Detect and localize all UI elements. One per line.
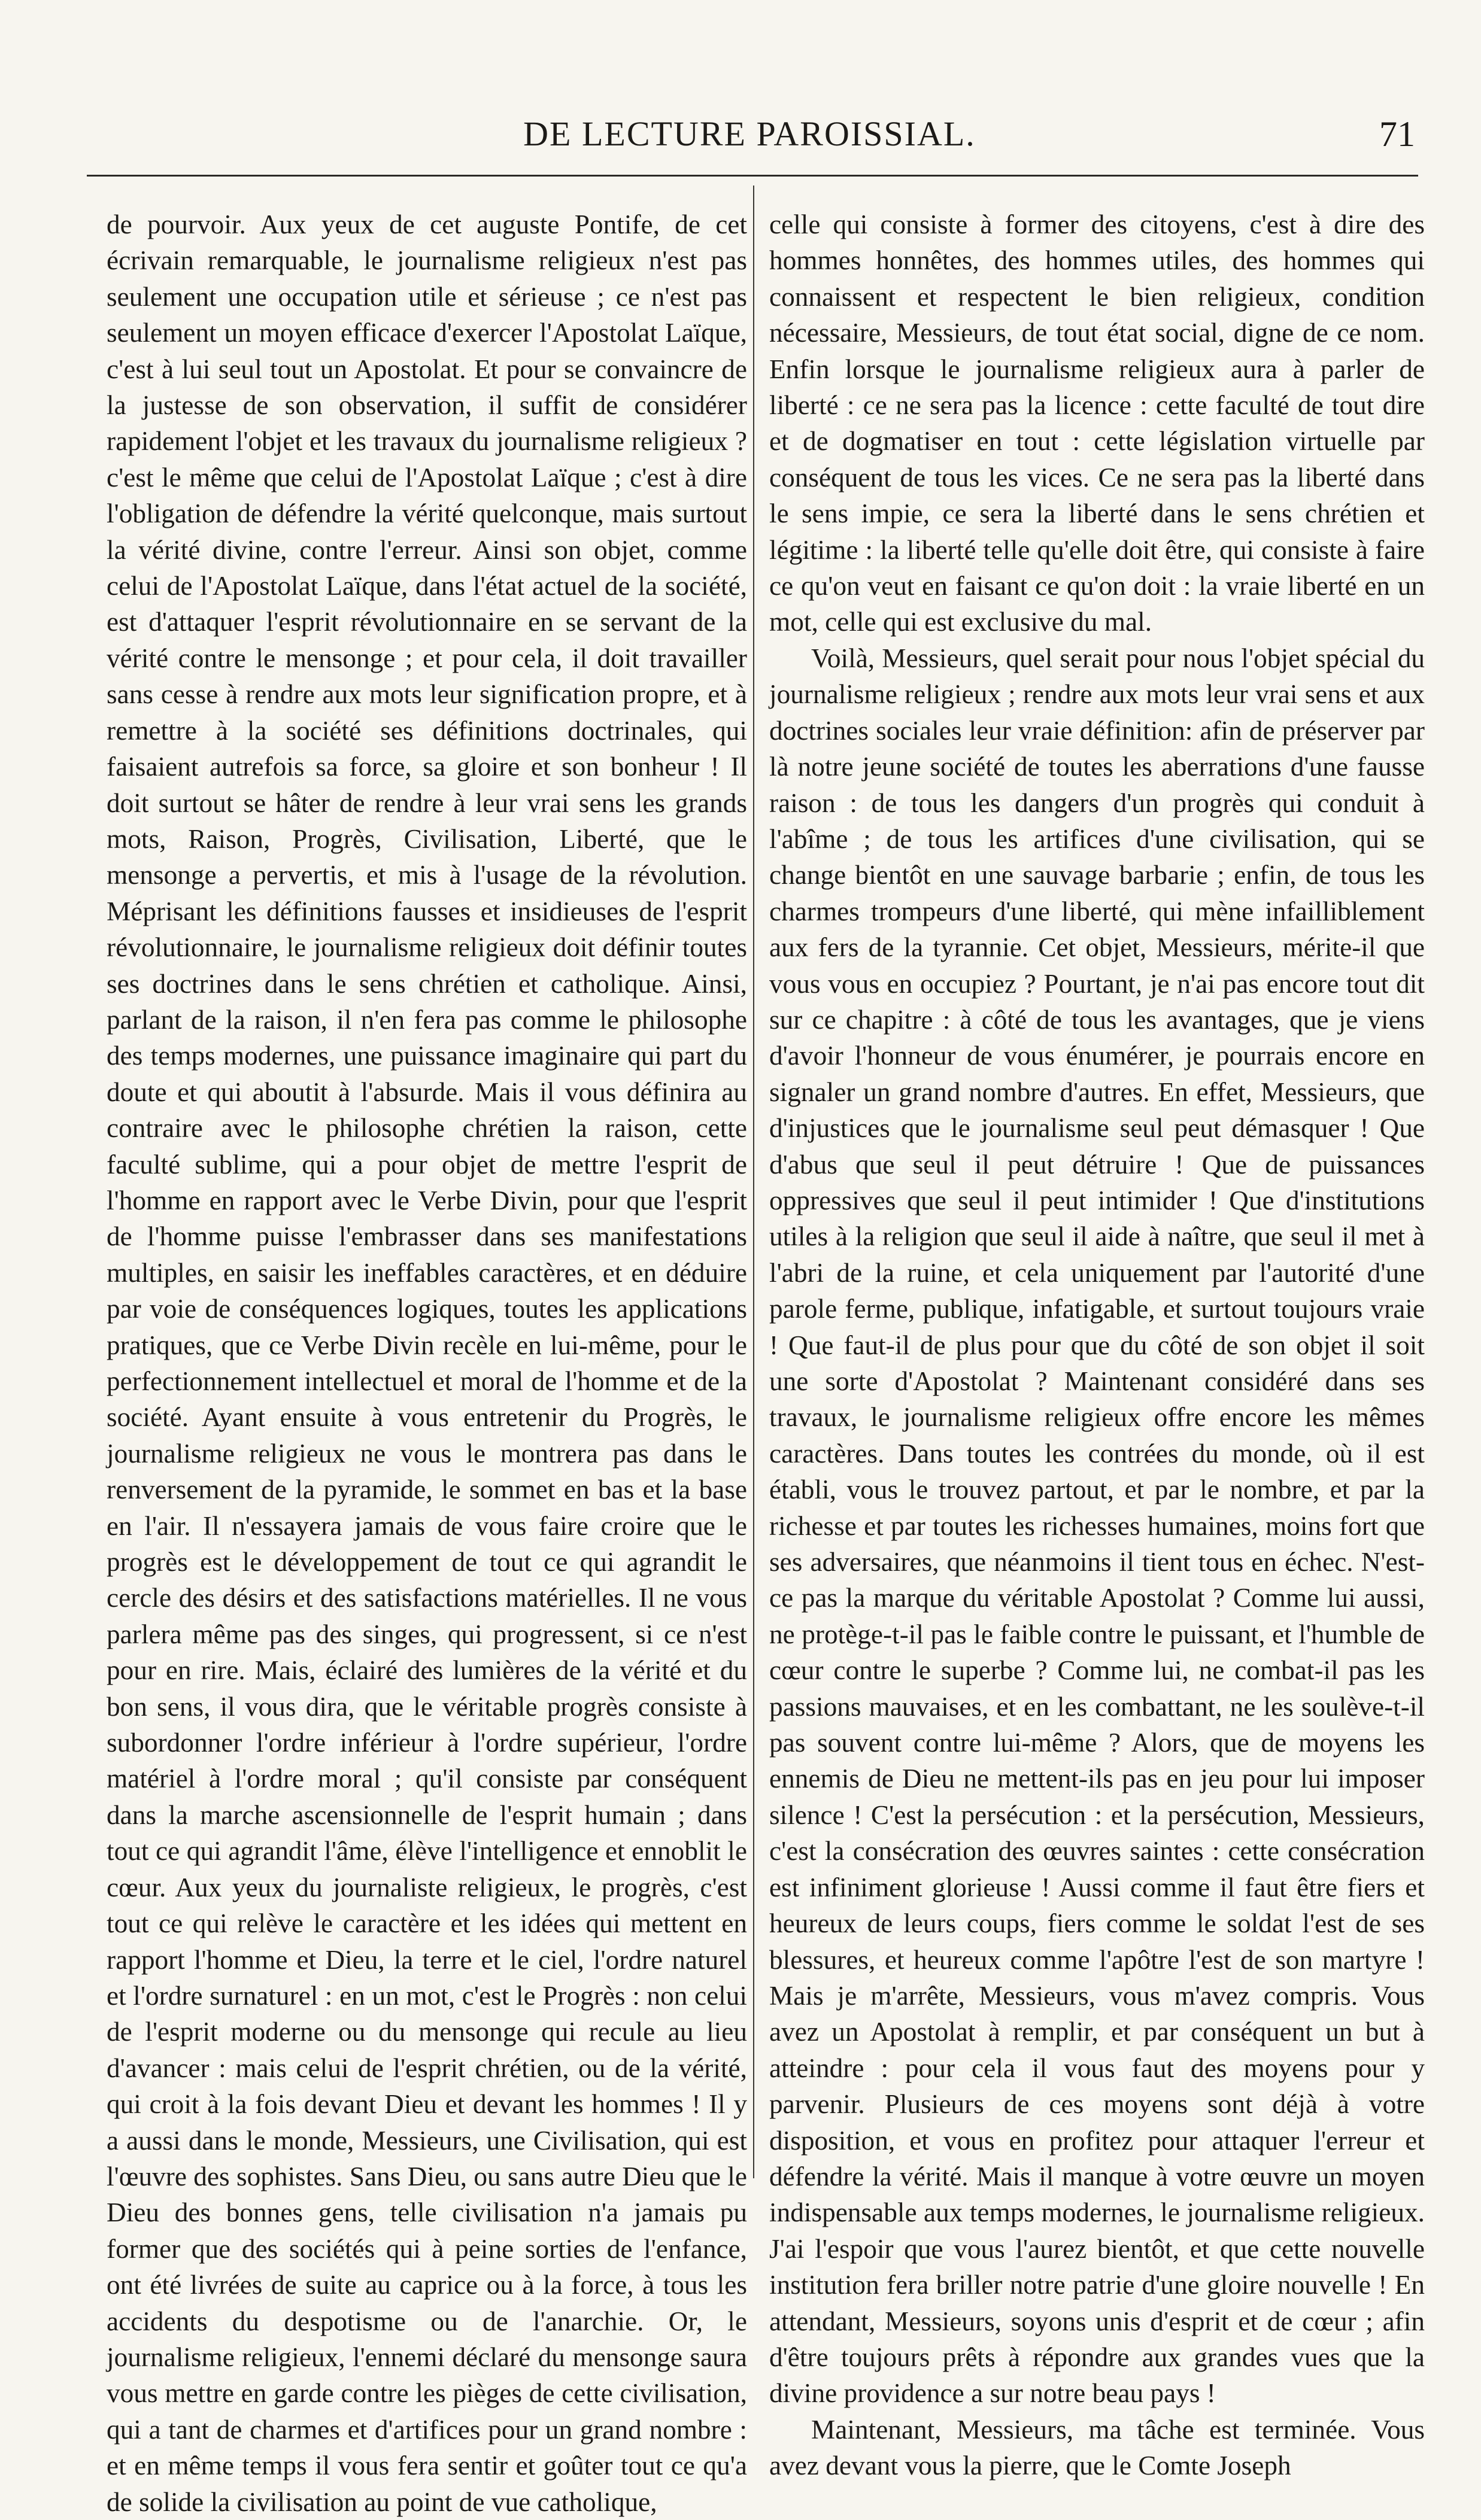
right-paragraph-1: celle qui consiste à former des citoyens, c'est à dire des hommes honnêtes, des hommes utiles, des hommes qui connaissent et respectent le bien religieux, condition nécessaire, Messieurs, de tout état social, digne de ce nom. Enfin lorsque le journalisme religieux aura à parler de liberté : ce ne sera pas la licence : cette faculté de tout dire et de dogmatiser en tout : cette législation virtuelle par conséquent de tous les vices. Ce ne sera pas la liberté dans le sens impie, ce sera la liberté dans le sens chrétien et légitime : la liberté telle qu'elle doit être, qui consiste à faire ce qu'on veut en faisant ce qu'on doit : la vraie liberté en un mot, celle qui est exclusive du mal. bbox=[769, 209, 1425, 637]
right-column bbox=[769, 206, 1425, 2484]
column-divider bbox=[753, 186, 754, 2178]
page-number: 71 bbox=[1379, 114, 1415, 154]
header-rule bbox=[87, 175, 1418, 177]
running-title: DE LECTURE PAROISSIAL. bbox=[523, 114, 976, 153]
left-paragraph-1: de pourvoir. Aux yeux de cet auguste Pontife, de cet écrivain remarquable, le journalisme religieux n'est pas seulement une occupation utile et sérieuse ; ce n'est pas seulement un moyen efficace d'exercer l'Apostolat Laïque, c'est à lui seul tout un Apostolat. Et pour se convaincre de la justesse de son observation, il suffit de considérer rapidement l'objet et les travaux du journalisme religieux ? c'est le même que celui de l'Apostolat Laïque ; c'est à dire l'obligation de défendre la vérité quelconque, mais surtout la vérité divine, contre l'erreur. Ainsi son objet, comme celui de l'Apostolat Laïque, dans l'état actuel de la société, est d'attaquer l'esprit révolutionnaire en se servant de la vérité contre le mensonge ; et pour cela, il doit travailler sans cesse à rendre aux mots leur signification propre, et à remettre à la société ses définitions doctrinales, qui faisaient autrefois sa force, sa gloire et son bonheur ! Il doit surtout se hâter de rendre à leur vrai sens les grands mots, Raison, Progrès, Civilisation, Liberté, que le mensonge a pervertis, et mis à l'usage de la révolution. Méprisant les définitions fausses et insidieuses de l'esprit révolutionnaire, le journalisme religieux doit définir toutes ses doctrines dans le sens chrétien et catholique. Ainsi, parlant de la raison, il n'en fera pas comme le philosophe des temps modernes, une puissance imaginaire qui part du doute et qui aboutit à l'absurde. Mais il vous définira au contraire avec le philosophe chrétien la raison, cette faculté sublime, qui a pour objet de mettre l'esprit de l'homme en rapport avec le Verbe Divin, pour que l'esprit de l'homme puisse l'embrasser dans ses manifestations multiples, en saisir les ineffables caractères, et en déduire par voie de conséquences logiques, toutes les applications pratiques, que ce Verbe Divin recèle en lui-même, pour le perfectionnement intellectuel et moral de l'homme et de la société. Ayant ensuite à vous entretenir du Progrès, le journalisme religieux ne vous le montrera pas dans le renversement de la pyramide, le sommet en bas et la base en l'air. Il n'essayera jamais de vous faire croire que le progrès est le développement de tout ce qui agrandit le cercle des désirs et des satisfactions matérielles. Il ne vous parlera même pas des singes, qui progressent, si ce n'est pour en rire. Mais, éclairé des lumières de la vérité et du bon sens, il vous dira, que le véritable progrès consiste à subordonner l'ordre inférieur à l'ordre supérieur, l'ordre matériel à l'ordre moral ; qu'il consiste par conséquent dans la marche ascensionnelle de l'esprit humain ; dans tout ce qui agrandit l'âme, élève l'intelligence et ennoblit le cœur. Aux yeux du journaliste religieux, le progrès, c'est tout ce qui relève le caractère et les idées qui mettent en rapport l'homme et Dieu, la terre et le ciel, l'ordre naturel et l'ordre surnaturel : en un mot, c'est le Progrès : non celui de l'esprit moderne ou du mensonge qui recule au lieu d'avancer : mais celui de l'esprit chrétien, ou de la vérité, qui croit à la fois devant Dieu et devant les hommes ! Il y a aussi dans le monde, Messieurs, une Civilisation, qui est l'œuvre des sophistes. Sans Dieu, ou sans autre Dieu que le Dieu des bonnes gens, telle civilisation n'a jamais pu former que des sociétés qui à peine sorties de l'enfance, ont été livrées de suite au caprice ou à la force, à tous les accidents du despotisme ou de l'anarchie. Or, le journalisme religieux, l'ennemi déclaré du mensonge saura vous mettre en garde contre les pièges de cette civilisation, qui a tant de charmes et d'artifices pour un grand nombre : et en même temps il vous fera sentir et goûter tout ce qu'a de solide la civilisation au point de vue catholique, bbox=[107, 209, 747, 2517]
running-head bbox=[84, 114, 1415, 162]
right-paragraph-3: Maintenant, Messieurs, ma tâche est terminée. Vous avez devant vous la pierre, que le Comte Joseph bbox=[769, 2414, 1425, 2481]
left-column bbox=[107, 206, 747, 2520]
right-paragraph-2: Voilà, Messieurs, quel serait pour nous l'objet spécial du journalisme religieux ; rendre aux mots leur vrai sens et aux doctrines sociales leur vraie définition: afin de préserver par là notre jeune société de toutes les aberrations d'une fausse raison : de tous les dangers d'un progrès qui conduit à l'abîme ; de tous les artifices d'une civilisation, qui se change bientôt en une sauvage barbarie ; enfin, de tous les charmes trompeurs d'une liberté, qui mène infailliblement aux fers de la tyrannie. Cet objet, Messieurs, mérite-il que vous vous en occupiez ? Pourtant, je n'ai pas encore tout dit sur ce chapitre : à côté de tous les avantages, que je viens d'avoir l'honneur de vous énumérer, je pourrais encore en signaler un grand nombre d'autres. En effet, Messieurs, que d'injustices que le journalisme seul peut démasquer ! Que d'abus que seul il peut détruire ! Que de puissances oppressives que seul il peut intimider ! Que d'institutions utiles à la religion que seul il aide à naître, que seul il met à l'abri de la ruine, et cela uniquement par l'autorité d'une parole ferme, publique, infatigable, et surtout toujours vraie ! Que faut-il de plus pour que du côté de son objet il soit une sorte d'Apostolat ? Maintenant considéré dans ses travaux, le journalisme religieux offre encore les mêmes caractères. Dans toutes les contrées du monde, où il est établi, vous le trouvez partout, et par le nombre, et par la richesse et par toutes les richesses humaines, moins fort que ses adversaires, que néanmoins il tient tous en échec. N'est-ce pas la marque du véritable Apostolat ? Comme lui aussi, ne protège-t-il pas le faible contre le puissant, et l'humble de cœur contre le superbe ? Comme lui, ne combat-il pas les passions mauvaises, et en les combattant, ne les soulève-t-il pas souvent contre lui-même ? Alors, que de moyens les ennemis de Dieu ne mettent-ils pas en jeu pour lui imposer silence ! C'est la persécution : et la persécution, Messieurs, c'est la consécration des œuvres saintes : cette consécration est infiniment glorieuse ! Aussi comme il faut être fiers et heureux de leurs coups, fiers comme le soldat l'est de ses blessures, et heureux comme l'apôtre l'est de son martyre ! Mais je m'arrête, Messieurs, vous m'avez compris. Vous avez un Apostolat à remplir, et par conséquent un but à atteindre : pour cela il vous faut des moyens pour y parvenir. Plusieurs de ces moyens sont déjà à votre disposition, et vous en profitez pour attaquer l'erreur et défendre la vérité. Mais il manque à votre œuvre un moyen indispensable aux temps modernes, le journalisme religieux. J'ai l'espoir que vous l'aurez bientôt, et que cette nouvelle institution fera briller notre patrie d'une gloire nouvelle ! En attendant, Messieurs, soyons unis d'esprit et de cœur ; afin d'être toujours prêts à répondre aux grandes vues que la divine providence a sur notre beau pays ! bbox=[769, 643, 1425, 2409]
